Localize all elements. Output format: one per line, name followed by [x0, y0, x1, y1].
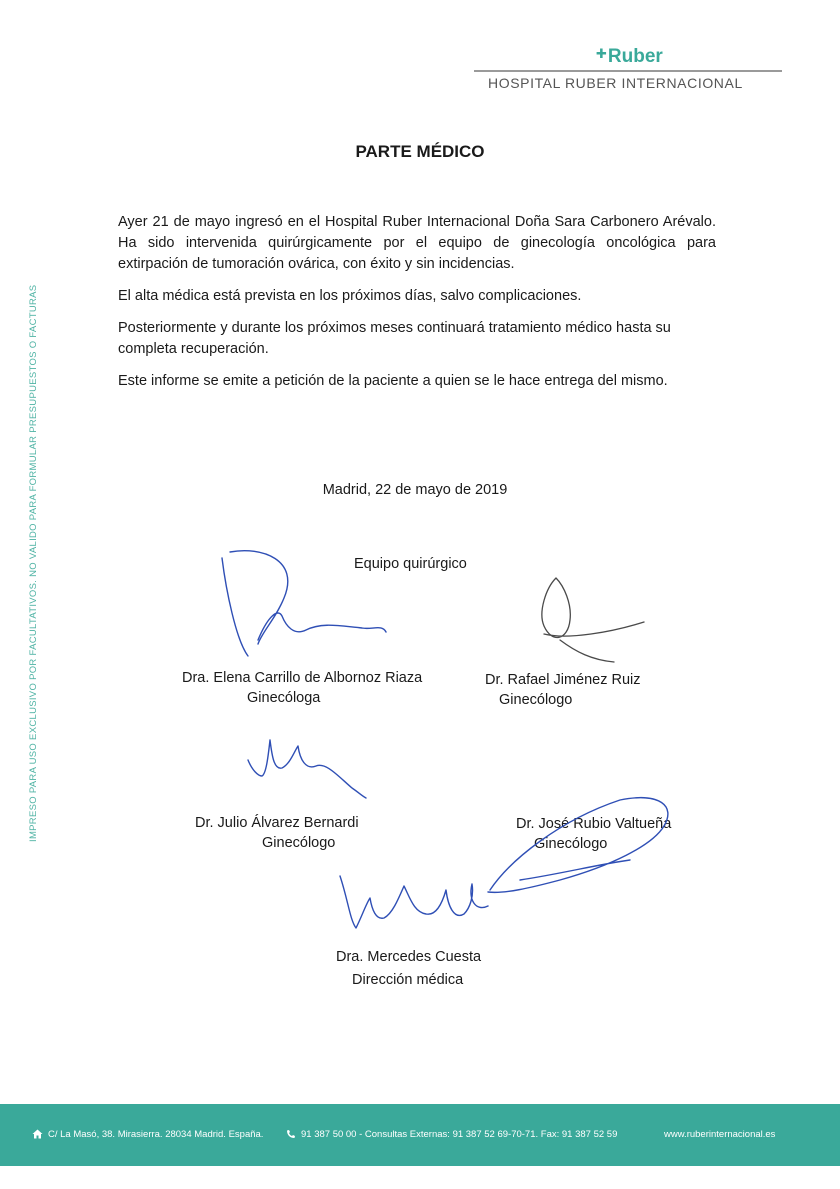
signatory-name: Dra. Elena Carrillo de Albornoz Riaza [182, 670, 423, 686]
hospital-name: HOSPITAL RUBER INTERNACIONAL [488, 75, 743, 91]
logo-text: Ruber [607, 46, 663, 67]
header-divider [474, 70, 782, 72]
signature-alvarez [248, 740, 366, 798]
paragraph-request: Este informe se emite a petición de la paciente a quien se le hace entrega del mismo. [118, 373, 668, 389]
footer-address [32, 1129, 263, 1140]
paragraph-admission: Ayer 21 de mayo ingresó en el Hospital Ruber Internacional Doña Sara Carbonero Arévalo. Ha sido intervenida quirúrgicamente por el equipo de ginecología oncológica para extirpación de tumoración ovárica, con éxito y sin incidencias. [118, 214, 716, 272]
hospital-logo [596, 46, 663, 68]
side-disclaimer: IMPRESO PARA USO EXCLUSIVO POR FACULTATIVOS. NO VALIDO PARA FORMULAR PRESUPUESTOS O FACTURAS [28, 284, 39, 842]
footer-phones [286, 1129, 617, 1140]
paragraph-discharge: El alta médica está prevista en los próximos días, salvo complicaciones. [118, 288, 582, 304]
footer-bar [0, 1104, 840, 1166]
signatory-role: Ginecólogo [534, 836, 608, 852]
place-date: Madrid, 22 de mayo de 2019 [322, 482, 508, 498]
signature-cuesta [340, 876, 488, 928]
report-body [118, 212, 716, 403]
signature-jimenez [542, 578, 644, 662]
paragraph-treatment: Posteriormente y durante los próximos meses continuará tratamiento médico hasta su completa recuperación. [118, 320, 671, 357]
signatory-name: Dr. Rafael Jiménez Ruiz [485, 672, 641, 688]
phone-icon [286, 1129, 296, 1139]
phones-text: 91 387 50 00 - Consultas Externas: 91 387 52 69-70-71. Fax: 91 387 52 59 [301, 1129, 618, 1140]
team-label: Equipo quirúrgico [354, 556, 467, 572]
signatory-name: Dra. Mercedes Cuesta [336, 949, 482, 965]
logo-plus-icon: ✚ [596, 46, 607, 61]
signatory-role: Ginecóloga [247, 690, 321, 706]
address-text: C/ La Masó, 38. Mirasierra. 28034 Madrid. España. [48, 1129, 264, 1140]
signatory-name: Dr. Julio Álvarez Bernardi [195, 815, 359, 831]
footer-website[interactable]: www.ruberinternacional.es [664, 1129, 776, 1140]
signatory-role: Ginecólogo [499, 692, 573, 708]
signatory-role: Ginecólogo [262, 835, 336, 851]
signatory-role: Dirección médica [352, 972, 464, 988]
signatory-name: Dr. José Rubio Valtueña [516, 816, 672, 832]
document-title: PARTE MÉDICO [355, 142, 485, 161]
home-icon [32, 1129, 43, 1139]
